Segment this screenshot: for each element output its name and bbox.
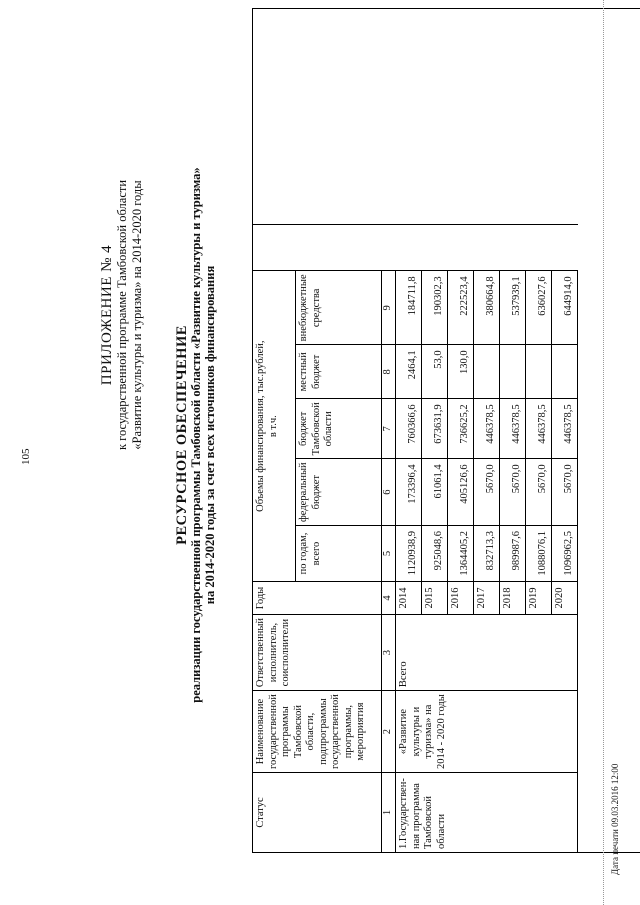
local-cell: 2464,1 <box>396 345 422 399</box>
total-cell: 1120938,9 <box>396 526 422 582</box>
header-funding-label: Объемы финансирования, тыс.рублей, <box>255 340 266 512</box>
appendix-block <box>100 25 145 605</box>
column-number: 6 <box>382 459 396 526</box>
federal-cell: 405126,6 <box>448 459 474 526</box>
header-years: Годы <box>253 582 382 615</box>
extra-cell: 644914,0 <box>552 271 578 345</box>
federal-cell: 5670,0 <box>474 459 500 526</box>
extra-cell: 380664,8 <box>474 271 500 345</box>
local-cell: 130,0 <box>448 345 474 399</box>
local-cell <box>552 345 578 399</box>
heading-subtitle: реализации государственной программы Тамбовской области «Развитие культуры и туризма» <box>189 167 203 703</box>
regional-cell: 673631,9 <box>422 399 448 459</box>
extra-cell: 222523,4 <box>448 271 474 345</box>
local-cell: 53,0 <box>422 345 448 399</box>
column-number: 7 <box>382 399 396 459</box>
local-cell <box>474 345 500 399</box>
header-status: Статус <box>253 773 382 853</box>
funding-table <box>252 224 578 853</box>
federal-cell: 5670,0 <box>500 459 526 526</box>
column-number: 8 <box>382 345 396 399</box>
header-program-name: Наименование государственной программы Тамбовской области, подпрограммы государственной программы, мероприятия <box>253 691 382 773</box>
extra-cell: 537939,1 <box>500 271 526 345</box>
total-cell: 989987,6 <box>500 526 526 582</box>
page-number: 105 <box>20 448 32 465</box>
regional-cell: 760366,6 <box>396 399 422 459</box>
total-cell: 832713,3 <box>474 526 500 582</box>
regional-cell: 446378,5 <box>474 399 500 459</box>
extra-cell: 190302,3 <box>422 271 448 345</box>
federal-cell: 5670,0 <box>526 459 552 526</box>
federal-cell: 173396,4 <box>396 459 422 526</box>
header-total: по годам, всего <box>296 526 382 582</box>
year-cell: 2015 <box>422 582 448 615</box>
table-right-margin <box>253 225 578 271</box>
extra-cell: 184711,8 <box>396 271 422 345</box>
federal-cell: 61061,4 <box>422 459 448 526</box>
column-number: 1 <box>382 773 396 853</box>
year-cell: 2016 <box>448 582 474 615</box>
executor-cell: Всего <box>396 615 578 691</box>
regional-cell: 446378,5 <box>552 399 578 459</box>
year-cell: 2019 <box>526 582 552 615</box>
total-cell: 1096962,5 <box>552 526 578 582</box>
extra-cell: 636027,6 <box>526 271 552 345</box>
appendix-program-name: «Развитие культуры и туризма» на 2014-2020 годы <box>130 180 144 450</box>
total-cell: 1088076,1 <box>526 526 552 582</box>
print-date: Дата печати 09.03.2016 12:00 <box>610 763 620 875</box>
regional-cell: 446378,5 <box>526 399 552 459</box>
year-cell: 2020 <box>552 582 578 615</box>
local-cell <box>500 345 526 399</box>
column-number: 3 <box>382 615 396 691</box>
column-number: 5 <box>382 526 396 582</box>
appendix-subtitle: к государственной программе Тамбовской области <box>115 179 129 451</box>
header-regional: бюджет Тамбовской области <box>296 399 382 459</box>
regional-cell: 736625,2 <box>448 399 474 459</box>
scan-divider <box>603 0 604 905</box>
total-cell: 1364405,2 <box>448 526 474 582</box>
year-cell: 2017 <box>474 582 500 615</box>
local-cell <box>526 345 552 399</box>
header-executor: Ответственный исполнитель, соисполнители <box>253 615 382 691</box>
program-name-cell: «Развитие культуры и туризма» на 2014 - 2020 годы <box>396 691 578 773</box>
document-heading <box>175 75 217 795</box>
header-funding-incl: в т.ч. <box>267 415 279 438</box>
regional-cell: 446378,5 <box>500 399 526 459</box>
header-extra: внебюджетные средства <box>296 271 382 345</box>
column-number: 9 <box>382 271 396 345</box>
heading-title: РЕСУРСНОЕ ОБЕСПЕЧЕНИЕ <box>174 325 190 545</box>
year-cell: 2018 <box>500 582 526 615</box>
total-cell: 925048,6 <box>422 526 448 582</box>
header-funding <box>253 271 296 582</box>
column-number: 2 <box>382 691 396 773</box>
year-cell: 2014 <box>396 582 422 615</box>
column-number: 4 <box>382 582 396 615</box>
status-cell: 1.Государствен-ная программа Тамбовской области <box>396 773 578 853</box>
header-federal: федеральный бюджет <box>296 459 382 526</box>
appendix-title: ПРИЛОЖЕНИЕ № 4 <box>99 244 115 386</box>
federal-cell: 5670,0 <box>552 459 578 526</box>
heading-subtitle-period: на 2014-2020 годы за счет всех источников финансирования <box>203 265 217 605</box>
header-local: местный бюджет <box>296 345 382 399</box>
